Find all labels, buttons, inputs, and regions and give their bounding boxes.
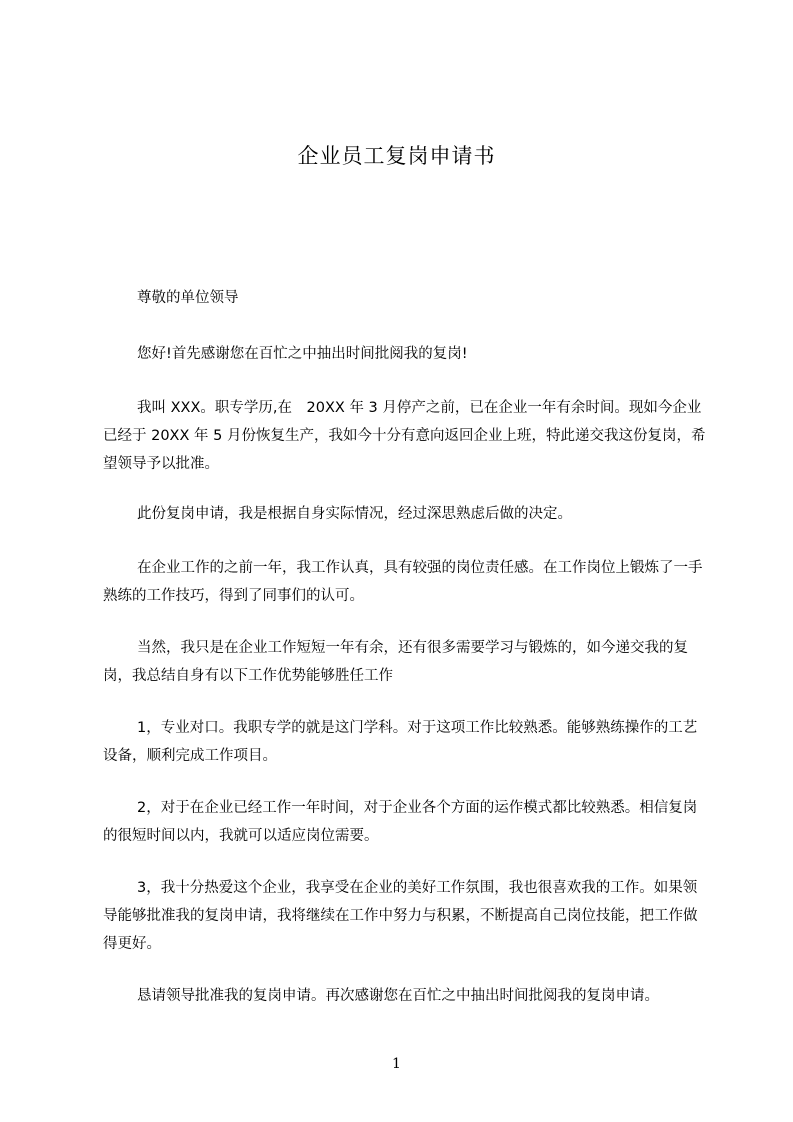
paragraph-greeting: 您好!首先感谢您在百忙之中抽出时间批阅我的复岗! — [137, 346, 468, 362]
paragraph-experience: 在企业工作的之前一年，我工作认真，具有较强的岗位责任感。在工作岗位上锻炼了一手熟练的工作技巧，得到了同事们的认可。 — [103, 560, 703, 604]
paragraph-closing: 恳请领导批准我的复岗申请。再次感谢您在百忙之中抽出时间批阅我的复岗申请。 — [137, 988, 659, 1004]
page-number: 1 — [392, 1056, 401, 1072]
paragraph-point-1: 1，专业对口。我职专学的就是这门学科。对于这项工作比较熟悉。能够熟练操作的工艺设备，顺利完成工作项目。 — [103, 720, 698, 764]
paragraph-intro: 我叫 XXX。职专学历,在 20XX 年 3 月停产之前，已在企业一年有余时间。现如今企业已经于 20XX 年 5 月份恢复生产，我如今十分有意向返回企业上班，特此递交我这份复岗，希望领导予以批准。 — [103, 400, 706, 472]
paragraph-point-2: 2，对于在企业已经工作一年时间，对于企业各个方面的运作模式都比较熟悉。相信复岗的很短时间以内，我就可以适应岗位需要。 — [103, 800, 698, 844]
document-title: 企业员工复岗申请书 — [297, 144, 496, 168]
paragraph-summary: 当然，我只是在企业工作短短一年有余，还有很多需要学习与锻炼的，如今递交我的复岗，我总结自身有以下工作优势能够胜任工作 — [103, 640, 688, 684]
paragraph-salutation: 尊敬的单位领导 — [137, 290, 239, 306]
paragraph-decision: 此份复岗申请，我是根据自身实际情况，经过深思熟虑后做的决定。 — [137, 506, 572, 522]
paragraph-point-3: 3，我十分热爱这个企业，我享受在企业的美好工作氛围，我也很喜欢我的工作。如果领导能够批准我的复岗申请，我将继续在工作中努力与积累，不断提高自己岗位技能，把工作做得更好。 — [103, 880, 698, 952]
